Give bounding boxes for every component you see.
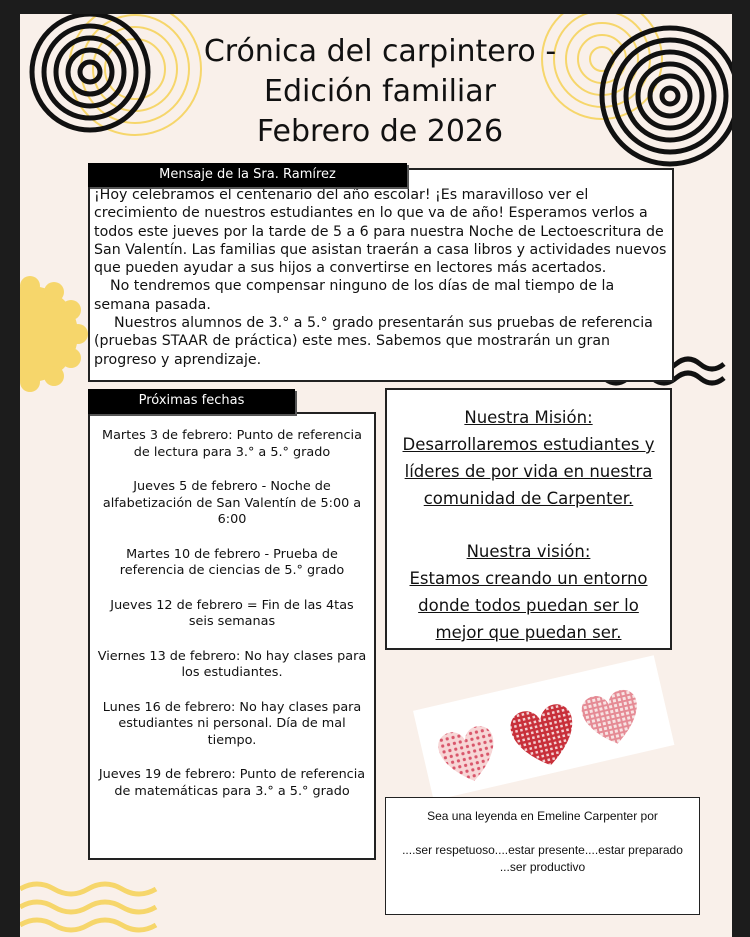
title-line: Edición familiar	[264, 74, 496, 109]
date-item: Martes 10 de febrero - Prueba de referencia de ciencias de 5.° grado	[119, 546, 345, 578]
mission-title: Nuestra Misión:	[464, 408, 593, 427]
mission-text: Desarrollaremos estudiantes y líderes de por vida en nuestra comunidad de Carpenter.	[402, 435, 655, 508]
legend-line: ....ser respetuoso....estar presente....estar preparado	[402, 843, 683, 857]
black-circles-right	[602, 28, 732, 164]
date-item: Jueves 19 de febrero: Punto de referencia de matemáticas para 3.° a 5.° grado	[98, 767, 366, 799]
date-item: Viernes 13 de febrero: No hay clases para los estudiantes.	[97, 648, 367, 680]
principal-message-box	[88, 168, 674, 382]
mission-vision-box	[385, 388, 672, 650]
hearts-image	[413, 655, 674, 800]
newsletter-page	[20, 14, 732, 937]
vision-text: Estamos creando un entorno donde todos puedan ser lo mejor que puedan ser.	[409, 569, 648, 642]
title-line: Febrero de 2026	[256, 114, 504, 149]
message-paragraph: ¡Hoy celebramos el centenario del año escolar! ¡Es maravilloso ver el crecimiento de nuestros estudiantes en lo que va de año! Esperamos verlos a todos este jueves por la tarde de 5 a 6 para nuestra Noche de Lectoescritura de San Valentín. Las familias que asistan traerán a casa libros y actividades nuevos que pueden ayudar a sus hijos a convertirse en lectores más acertados.	[94, 187, 667, 277]
date-item: Lunes 16 de febrero: No hay clases para estudiantes ni personal. Día de mal tiempo.	[102, 699, 362, 748]
wavy-lines-bottom	[20, 884, 156, 930]
scalloped-circle-left	[20, 276, 88, 392]
date-item: Jueves 5 de febrero - Noche de alfabetización de San Valentín de 5:00 a 6:00	[102, 479, 362, 527]
date-item: Jueves 12 de febrero = Fin de las 4tas seis semanas	[110, 597, 354, 629]
dates-tab: Próximas fechas	[88, 389, 295, 414]
legend-box	[385, 797, 700, 915]
upcoming-dates-box	[88, 412, 376, 860]
message-tab: Mensaje de la Sra. Ramírez	[88, 163, 407, 187]
title-line: Crónica del carpintero -	[203, 34, 557, 69]
black-circles-left	[32, 14, 148, 130]
message-paragraph: Nuestros alumnos de 3.° a 5.° grado presentarán sus pruebas de referencia (pruebas STAAR de práctica) este mes. Sabemos que mostrarán un gran progreso y aprendizaje.	[94, 315, 653, 368]
legend-line: ...ser productivo	[499, 860, 586, 874]
date-item: Martes 3 de febrero: Punto de referencia de lectura para 3.° a 5.° grado	[102, 428, 362, 460]
legend-line: Sea una leyenda en Emeline Carpenter por	[427, 809, 658, 823]
message-paragraph: No tendremos que compensar ninguno de los días de mal tiempo de la semana pasada.	[94, 278, 615, 313]
page-title	[170, 32, 590, 152]
vision-title: Nuestra visión:	[466, 542, 591, 561]
